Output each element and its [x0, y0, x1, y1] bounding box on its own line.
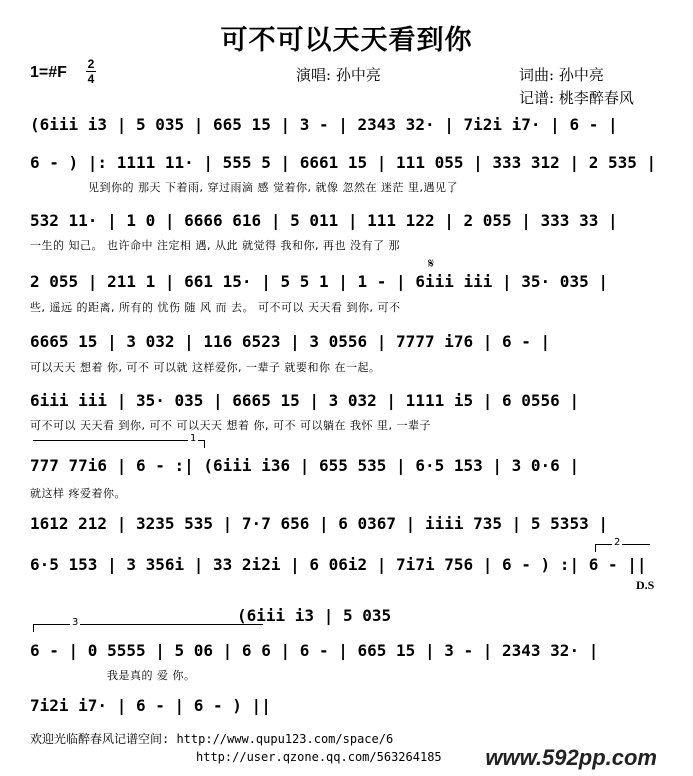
score-line-2: 6 - ) |: 1111 11· | 555 5 | 6661 15 | 111 055 | 333 312 | 2 535 |: [30, 153, 657, 172]
volta-2-bracket: [595, 544, 650, 545]
volta-2-start-tick: [595, 544, 596, 552]
site-watermark: www.592pp.com: [485, 745, 657, 770]
score-line-9: 6·5 153 | 3 356i | 33 2i2i | 6 06i2 | 7i7i 756 | 6 - ) :| 6 - ||: [30, 555, 647, 574]
ds-marker: D.S: [636, 578, 655, 592]
volta-3-bracket: [33, 624, 263, 625]
score-line-8: 1612 212 | 3235 535 | 7·7 656 | 6 0367 | iiii 735 | 5 5353 |: [30, 514, 608, 533]
lyrics-line-4: 些, 遥远 的距离, 所有的 忧伤 随 风 而 去。 可不可以 天天看 到你, 可不: [30, 301, 401, 314]
lyrics-line-3: 一生的 知己。 也许命中 注定相 遇, 从此 就觉得 我和你, 再也 没有了 那: [30, 239, 400, 252]
score-line-10: (6iii i3 | 5 035: [237, 606, 392, 625]
time-signature-bottom: 4: [87, 72, 95, 86]
score-line-6: 6iii iii | 35· 035 | 6665 15 | 3 032 | 1111 i5 | 6 0556 |: [30, 391, 580, 410]
score-line-12: 7i2i i7· | 6 - | 6 - ) ||: [30, 696, 271, 715]
song-title: 可不可以天天看到你: [220, 25, 473, 56]
footer-welcome-link[interactable]: 欢迎光临醉春风记谱空间: http://www.qupu123.com/space/6: [30, 732, 394, 746]
footer-qzone-link[interactable]: http://user.qzone.qq.com/563264185: [196, 750, 442, 764]
volta-1-end-tick: [204, 440, 205, 448]
score-line-1: (6iii i3 | 5 035 | 665 15 | 3 - | 2343 32· | 7i2i i7· | 6 - |: [30, 115, 618, 134]
lyrics-line-6: 可不可以 天天看 到你, 可不 可以天天 想着 你, 可不 可以躺在 我怀 里, 一辈子: [30, 419, 431, 432]
volta-3-start-tick: [33, 624, 34, 632]
segno-sign: 𝄋: [428, 256, 435, 272]
volta-1-bracket: [33, 440, 205, 441]
score-line-4: 2 055 | 211 1 | 661 15· | 5 5 1 | 1 - | 6iii iii | 35· 035 |: [30, 272, 608, 291]
composer-credit: 词曲: 孙中亮: [519, 66, 604, 84]
score-line-11: 6 - | 0 5555 | 5 06 | 6 6 | 6 - | 665 15 | 3 - | 2343 32· |: [30, 641, 599, 660]
key-signature: 1=#F: [30, 64, 67, 81]
lyrics-line-7: 就这样 疼爱着你。: [30, 487, 126, 500]
lyrics-line-2: 见到你的 那天 下着雨, 穿过雨滴 感 觉着你, 就像 忽然在 迷茫 里,遇见了: [88, 181, 458, 194]
volta-2-number: 2: [614, 537, 621, 548]
lyrics-line-11: 我是真的 爱 你。: [107, 669, 196, 682]
time-signature-top: 2: [87, 57, 95, 71]
time-signature: [86, 58, 96, 85]
score-line-7: 777 77i6 | 6 - :| (6iii i36 | 655 535 | 6·5 153 | 3 0·6 |: [30, 456, 580, 475]
score-line-3: 532 11· | 1 0 | 6666 616 | 5 011 | 111 122 | 2 055 | 333 33 |: [30, 211, 618, 230]
lyrics-line-5: 可以天天 想着 你, 可不 可以就 这样爱你, 一辈子 就要和你 在一起。: [30, 361, 381, 374]
singer-credit: 演唱: 孙中亮: [296, 66, 381, 84]
volta-3-number: 3: [72, 617, 79, 628]
transcriber-credit: 记谱: 桃李醉春风: [519, 89, 634, 107]
volta-1-number: 1: [190, 433, 197, 444]
score-line-5: 6665 15 | 3 032 | 116 6523 | 3 0556 | 7777 i76 | 6 - |: [30, 332, 551, 351]
